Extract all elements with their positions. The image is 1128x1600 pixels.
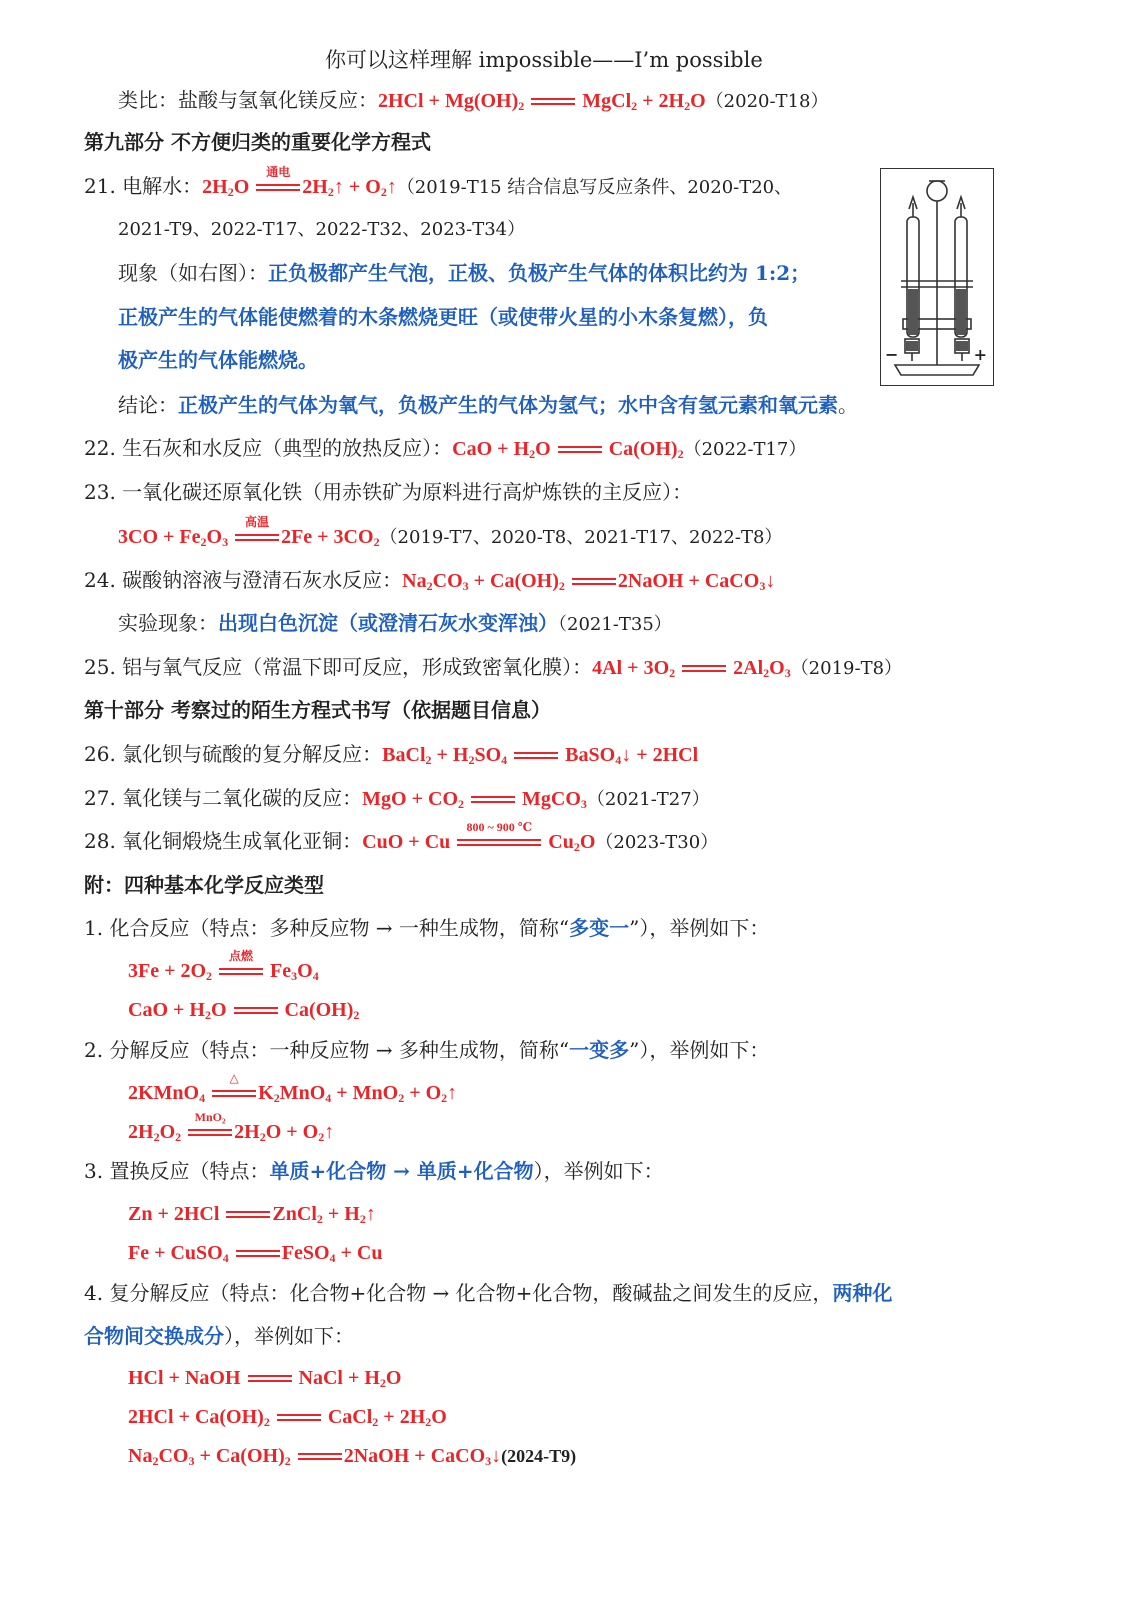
item-28	[84, 820, 719, 861]
item-21-conclusion	[118, 391, 858, 419]
item-27	[84, 784, 710, 818]
item-22-ref: （2022-T17）	[683, 439, 807, 460]
item-24	[84, 566, 775, 600]
type-2-condition-2: MnO₂	[194, 1110, 226, 1125]
type-1-post: ”），举例如下：	[629, 916, 770, 940]
item-21-ref2: 2021-T9、2022-T17、2022-T32、2023-T34）	[118, 219, 526, 240]
item-21-label: 电解水：	[122, 174, 203, 198]
type-3-example-1: Zn + 2HCl ZnCl$_2$ + $H_2↑$	[128, 1203, 376, 1226]
type-1-heading	[84, 914, 769, 942]
analogy-label: 类比：盐酸与氢氧化镁反应：	[118, 88, 378, 112]
type-2-pre: 2. 分解反应（特点：一种反应物 → 多种生成物，简称“	[84, 1038, 570, 1062]
item-26-label: 26. 氯化钡与硫酸的复分解反应：	[84, 742, 383, 766]
item-24-ref: （2021-T35）	[558, 614, 672, 635]
item-21-concl-label: 结论：	[118, 393, 178, 417]
section-9-title: 第九部分 不方便归类的重要化学方程式	[84, 130, 431, 154]
item-25-label: 25. 铝与氧气反应（常温下即可反应，形成致密氧化膜）：	[84, 655, 593, 679]
item-21-phen1: 正负极都产生气泡，正极、负极产生气体的体积比约为 1:2；	[268, 261, 811, 285]
type-4-heading-line1	[84, 1279, 892, 1307]
item-25-ref: （2019-T8）	[790, 658, 903, 679]
item-21-line1	[84, 165, 793, 206]
figure-minus-label: −	[885, 345, 899, 364]
item-23-equation-line	[118, 515, 783, 556]
item-28-equation: CuO + Cu 800 ~ 900 ℃ $Cu_2O$	[362, 820, 596, 854]
type-4-key2: 合物间交换成分	[84, 1324, 224, 1348]
type-3-pre: 3. 置换反应（特点：	[84, 1159, 270, 1183]
item-24-label: 24. 碳酸钠溶液与澄清石灰水反应：	[84, 568, 403, 592]
item-21-concl-end: 。	[838, 393, 858, 417]
page-header: 你可以这样理解 impossible——I’m possible	[325, 48, 763, 72]
item-24-phen-label: 实验现象：	[118, 611, 218, 635]
item-22	[84, 434, 806, 468]
analogy-line	[118, 86, 828, 120]
item-22-equation: CaO + $H_2O$ $Ca(OH)_2$	[452, 438, 684, 461]
item-25	[84, 653, 902, 687]
item-23-condition: 高温	[245, 515, 270, 530]
type-4-example-1: HCl + NaOH NaCl + $H_2O$	[128, 1367, 402, 1390]
section-10-title: 第十部分 考察过的陌生方程式书写（依据题目信息）	[84, 698, 551, 722]
type-2-key: 一变多	[569, 1038, 630, 1062]
type-1-example-2: CaO + $H_2O$ $Ca(OH)_2$	[128, 999, 360, 1022]
item-22-label: 22. 生石灰和水反应（典型的放热反应）：	[84, 436, 453, 460]
type-3-key: 单质+化合物 → 单质+化合物	[269, 1159, 534, 1183]
item-27-ref: （2021-T27）	[586, 789, 710, 810]
type-2-heading	[84, 1036, 769, 1064]
item-21-condition: 通电	[266, 165, 291, 180]
item-21-phen-label: 现象（如右图）：	[118, 261, 268, 285]
type-4-post: ），举例如下：	[224, 1324, 354, 1348]
type-4-key1: 两种化	[832, 1281, 893, 1305]
type-1-pre: 1. 化合反应（特点：多种反应物 → 一种生成物，简称“	[84, 916, 570, 940]
type-2-example-2: $2H_2O_2$ MnO₂ $2H_2O$ + $O_2↑$	[128, 1110, 335, 1144]
item-21-phen2: 正极产生的气体能使燃着的木条燃烧更旺（或使带火星的小木条复燃），负	[118, 305, 768, 329]
item-21-ref1: （2019-T15 结合信息写反应条件、2020-T20、	[396, 177, 793, 198]
item-27-equation: MgO + $CO_2$ MgCO$_3$	[362, 788, 587, 811]
item-28-ref: （2023-T30）	[595, 832, 719, 853]
type-2-condition-1: △	[229, 1071, 239, 1086]
electrolysis-apparatus-figure	[880, 168, 994, 386]
item-23-equation: $3CO + Fe_2O_3$ 高温 $2Fe + 3CO_2$	[118, 515, 380, 549]
item-21-equation: $2H_2O$ 通电 $2H_2↑$ + $O_2↑$	[202, 165, 397, 199]
type-1-example-1: $3Fe + 2O_2$ 点燃 $Fe_3O_4$	[128, 949, 319, 983]
type-3-example-2: Fe + CuSO$_4$ FeSO$_4$ + Cu	[128, 1242, 383, 1265]
analogy-equation: $2HCl + Mg(OH)_2$ MgCl$_2$ + $2H_2O$	[378, 90, 706, 113]
appendix-title: 附：四种基本化学反应类型	[84, 873, 324, 897]
item-21-concl-text: 正极产生的气体为氧气，负极产生的气体为氢气；水中含有氢元素和氧元素	[178, 393, 838, 417]
analogy-ref: （2020-T18）	[705, 91, 829, 112]
type-3-heading	[84, 1157, 664, 1185]
type-1-condition: 点燃	[229, 949, 254, 964]
type-4-ref: (2024-T9)	[501, 1446, 577, 1466]
item-28-label: 28. 氧化铜煅烧生成氧化亚铜：	[84, 829, 363, 853]
type-2-post: ”），举例如下：	[629, 1038, 770, 1062]
type-4-pre: 4. 复分解反应（特点：化合物+化合物 → 化合物+化合物，酸碱盐之间发生的反应，	[84, 1281, 833, 1305]
item-28-condition: 800 ~ 900 ℃	[466, 820, 533, 835]
figure-plus-label: +	[973, 345, 987, 364]
item-23-ref: （2019-T7、2020-T8、2021-T17、2022-T8）	[379, 527, 783, 548]
item-24-phenomenon	[118, 609, 672, 639]
item-23-label: 23. 一氧化碳还原氧化铁（用赤铁矿为原料进行高炉炼铁的主反应）：	[84, 480, 693, 504]
item-24-equation: $Na_2CO_3 + Ca(OH)_2$ 2NaOH + CaCO$_3$↓	[402, 570, 776, 593]
type-4-heading-line2	[84, 1322, 354, 1350]
item-21-number: 21.	[84, 174, 123, 198]
item-24-phen-text: 出现白色沉淀（或澄清石灰水变浑浊）	[218, 611, 558, 635]
type-3-post: ），举例如下：	[533, 1159, 664, 1183]
item-25-equation: $4Al + 3O_2$ $2Al_2O_3$	[592, 657, 791, 680]
type-2-example-1: 2KMnO$_4$ △ $K_2MnO_4 + MnO_2$ + $O_2↑$	[128, 1071, 458, 1105]
item-21-phenomenon	[118, 259, 810, 287]
item-26	[84, 740, 698, 774]
type-4-example-2: $2HCl + Ca(OH)_2$ CaCl$_2$ + $2H_2O$	[128, 1406, 447, 1429]
item-21-phen3: 极产生的气体能燃烧。	[118, 348, 318, 372]
item-26-equation: BaCl$_2$ + $H_2SO_4$ BaSO$_4$↓ + 2HCl	[382, 744, 699, 767]
type-1-key: 多变一	[569, 916, 630, 940]
type-4-example-3: $Na_2CO_3 + Ca(OH)_2$ 2NaOH + CaCO$_3$↓(2024-T9)	[128, 1445, 577, 1468]
item-27-label: 27. 氧化镁与二氧化碳的反应：	[84, 786, 363, 810]
